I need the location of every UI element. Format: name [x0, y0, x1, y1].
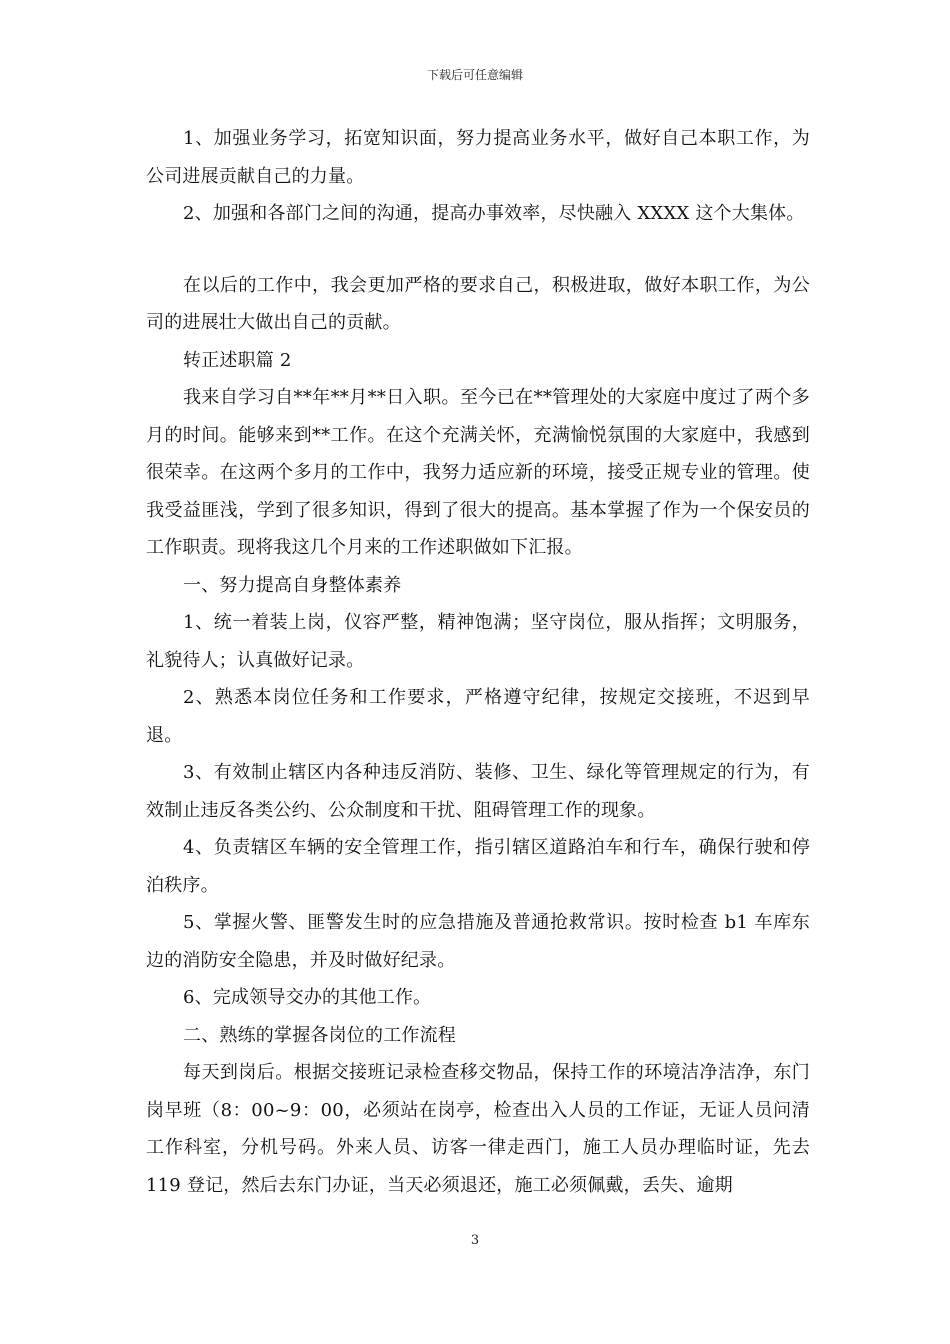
page-number: 3 [470, 1233, 480, 1248]
section-title: 转正述职篇 2 [183, 349, 292, 371]
list-item: 2、熟悉本岗位任务和工作要求，严格遵守纪律，按规定交接班，不迟到早退。 [146, 687, 810, 746]
document-body [146, 120, 810, 1204]
section-heading: 一、努力提高自身整体素养 [183, 574, 402, 596]
list-item: 5、掌握火警、匪警发生时的应急措施及普通抢救常识。按时检查 b1 车库东边的消防安全隐患，并及时做好纪录。 [146, 912, 810, 971]
paragraph: 每天到岗后。根据交接班记录检查移交物品，保持工作的环境洁净洁净，东门岗早班（8：00~9：00，必须站在岗亭，检查出入人员的工作证，无证人员问清工作科室，分机号码。外来人员、访客一律走西门，施工人员办理临时证，先去 119 登记，然后去东门办证，当天必须退还，施工必须佩戴，丢失、逾期 [146, 1062, 810, 1196]
list-item: 4、负责辖区车辆的安全管理工作，指引辖区道路泊车和行车，确保行驶和停泊秩序。 [146, 837, 810, 896]
blank-line [146, 233, 810, 267]
paragraph: 我来自学习自**年**月**日入职。至今已在**管理处的大家庭中度过了两个多月的时间。能够来到**工作。在这个充满关怀，充满愉悦氛围的大家庭中，我感到很荣幸。在这两个多月的工作中，我努力适应新的环境，接受正规专业的管理。使我受益匪浅，学到了很多知识，得到了很大的提高。基本掌握了作为一个保安员的工作职责。现将我这几个月来的工作述职做如下汇报。 [146, 387, 810, 558]
list-item: 1、统一着装上岗，仪容严整，精神饱满；坚守岗位，服从指挥；文明服务，礼貌待人；认真做好记录。 [146, 612, 810, 671]
list-item: 3、有效制止辖区内各种违反消防、装修、卫生、绿化等管理规定的行为，有效制止违反各类公约、公众制度和干扰、阻碍管理工作的现象。 [146, 762, 810, 821]
paragraph: 在以后的工作中，我会更加严格的要求自己，积极进取，做好本职工作，为公司的进展壮大做出自己的贡献。 [146, 274, 810, 333]
section-heading: 二、熟练的掌握各岗位的工作流程 [183, 1024, 456, 1046]
list-item: 6、完成领导交办的其他工作。 [183, 987, 432, 1008]
page-header: 下载后可任意编辑 [426, 68, 523, 82]
paragraph: 2、加强和各部门之间的沟通，提高办事效率，尽快融入 XXXX 这个大集体。 [183, 203, 805, 224]
paragraph: 1、加强业务学习，拓宽知识面，努力提高业务水平，做好自己本职工作，为公司进展贡献自己的力量。 [146, 128, 810, 187]
